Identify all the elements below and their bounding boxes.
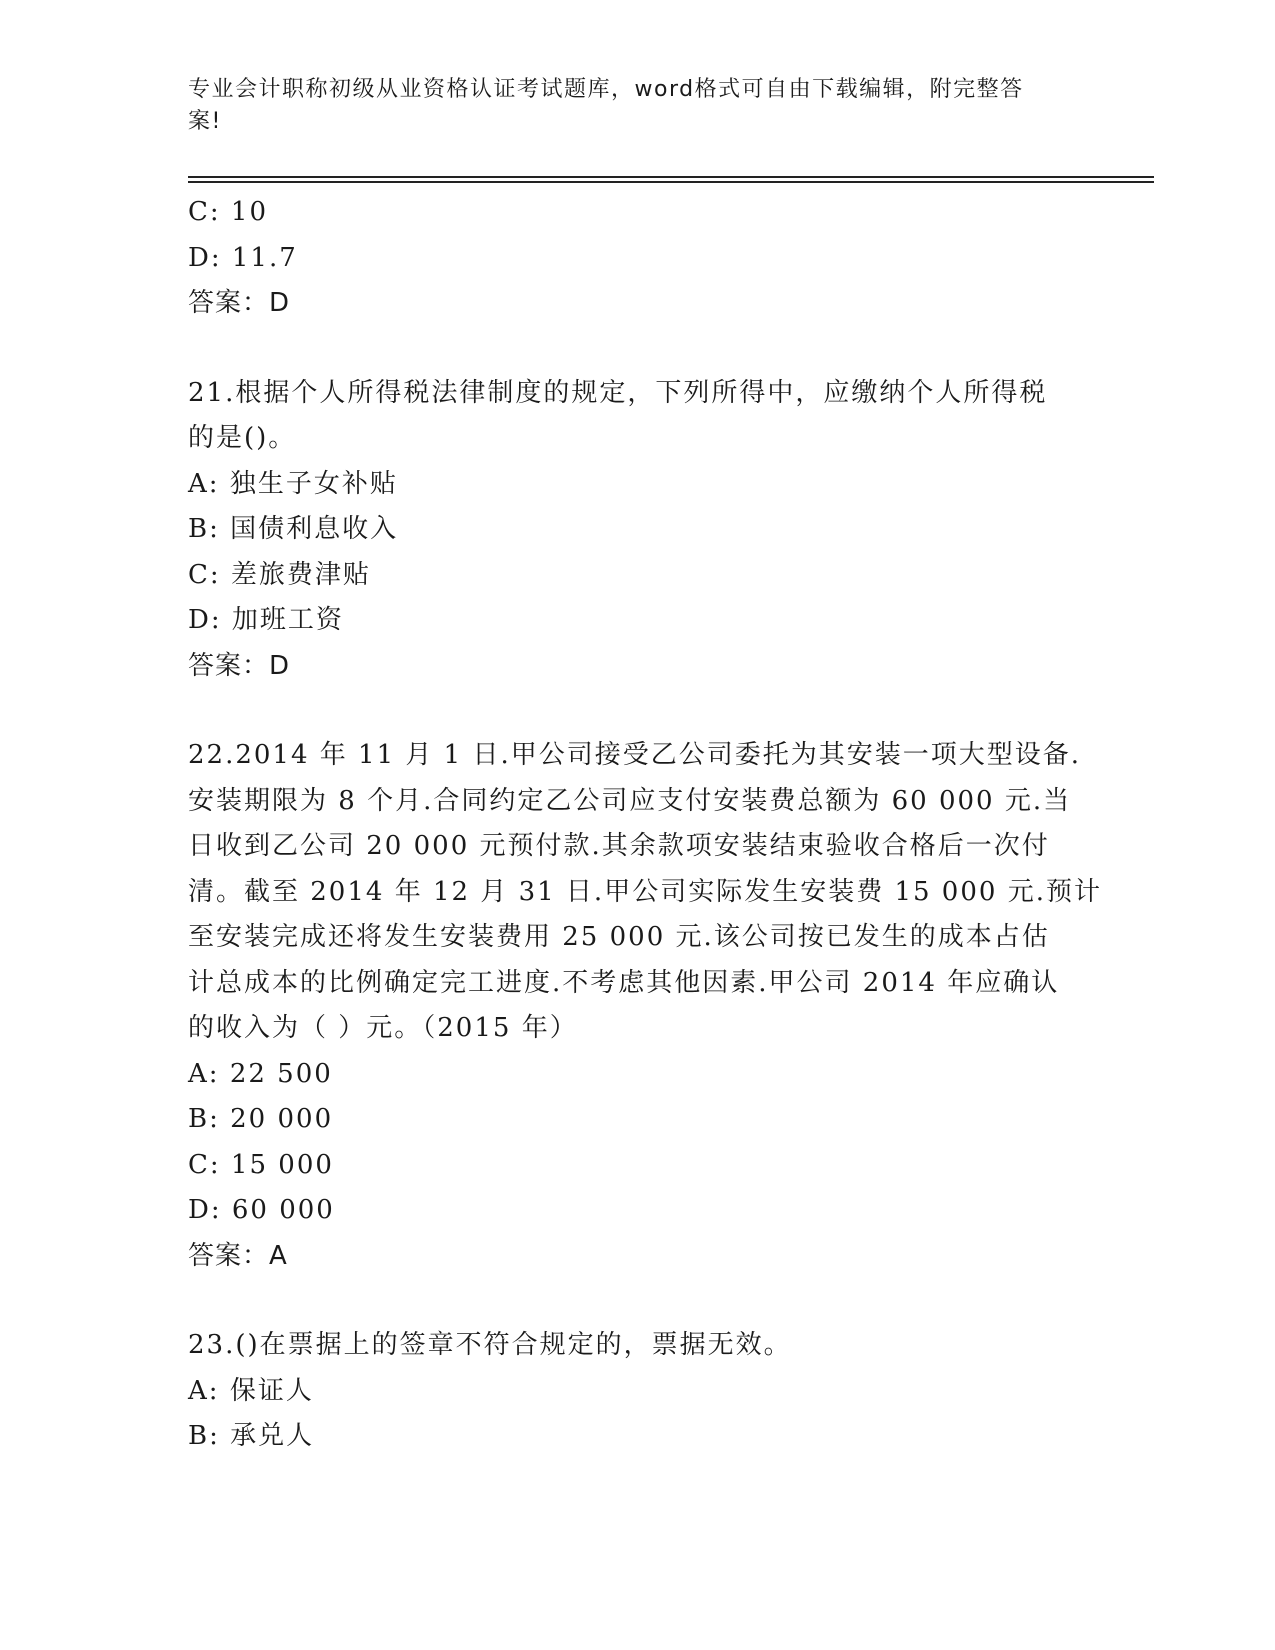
- answer: 答案：D: [188, 288, 291, 318]
- document-header: [188, 74, 1068, 138]
- option-text: 国债利息收入: [230, 514, 399, 544]
- option-c: [188, 553, 1088, 599]
- option-text: 20 000: [230, 1104, 334, 1134]
- option-d: [188, 1188, 1088, 1234]
- option-b: [188, 1414, 1088, 1460]
- option-text: 10: [230, 197, 269, 227]
- header-line-1: 专业会计职称初级从业资格认证考试题库，word格式可自由下载编辑，附完整答: [188, 77, 1024, 102]
- option-text: 承兑人: [230, 1421, 315, 1451]
- option-a: [188, 462, 1088, 508]
- option-b: [188, 507, 1088, 553]
- option-label: B:: [188, 1421, 220, 1451]
- question-line: 的收入为（ ）元。（2015 年）: [188, 1013, 578, 1043]
- question-text: [188, 733, 1102, 1052]
- option-label: C:: [188, 197, 221, 227]
- option-d: [188, 598, 1088, 644]
- question-line: 的是()。: [188, 423, 297, 453]
- question-line: 清。截至 2014 年 12 月 31 日.甲公司实际发生安装费 15 000 元.预计: [188, 876, 1102, 907]
- option-text: 15 000: [230, 1149, 334, 1180]
- option-c: [188, 190, 1088, 236]
- option-label: C:: [188, 559, 221, 590]
- question-21: [188, 371, 1088, 690]
- option-text: 独生子女补贴: [229, 468, 398, 499]
- option-d: [188, 236, 1088, 282]
- option-label: B:: [188, 514, 220, 544]
- option-text: 加班工资: [231, 605, 344, 635]
- option-label: D:: [188, 242, 222, 273]
- question-line: 至安装完成还将发生安装费用 25 000 元.该公司按已发生的成本占估: [188, 922, 1050, 952]
- option-label: C:: [188, 1149, 221, 1180]
- header-rule-bottom: [188, 181, 1154, 183]
- option-label: A:: [188, 1375, 220, 1406]
- option-text: 保证人: [229, 1375, 314, 1406]
- question-22: [188, 733, 1102, 1279]
- question-line: 21.根据个人所得税法律制度的规定，下列所得中，应缴纳个人所得税: [188, 377, 1048, 408]
- option-text: 60 000: [231, 1195, 335, 1225]
- answer: 答案：D: [188, 650, 291, 681]
- option-label: D:: [188, 1195, 222, 1225]
- question-content: [188, 190, 1102, 1460]
- answer: 答案：A: [188, 1240, 288, 1271]
- option-text: 22 500: [229, 1058, 333, 1089]
- question-text: [188, 371, 1078, 462]
- option-text: 11.7: [231, 242, 298, 273]
- header-line-2: 案!: [188, 109, 222, 134]
- question-line: 安装期限为 8 个月.合同约定乙公司应支付安装费总额为 60 000 元.当: [188, 785, 1072, 816]
- question-line: 22.2014 年 11 月 1 日.甲公司接受乙公司委托为其安装一项大型设备.: [188, 740, 1081, 770]
- option-label: D:: [188, 605, 222, 635]
- question-line: 日收到乙公司 20 000 元预付款.其余款项安装结束验收合格后一次付: [188, 831, 1050, 861]
- option-label: A:: [188, 468, 220, 499]
- question-text: [188, 1323, 1078, 1369]
- option-text: 差旅费津贴: [230, 559, 371, 590]
- question-line: 23.()在票据上的签章不符合规定的，票据无效。: [188, 1330, 792, 1360]
- option-c: [188, 1143, 1088, 1189]
- option-b: [188, 1097, 1088, 1143]
- option-a: [188, 1052, 1088, 1098]
- option-label: B:: [188, 1104, 220, 1134]
- question-line: 计总成本的比例确定完工进度.不考虑其他因素.甲公司 2014 年应确认: [188, 967, 1060, 998]
- question-23: [188, 1323, 1088, 1460]
- header-rule-top: [188, 176, 1154, 178]
- option-a: [188, 1369, 1088, 1415]
- option-label: A:: [188, 1058, 220, 1089]
- question-20-tail: [188, 190, 1088, 327]
